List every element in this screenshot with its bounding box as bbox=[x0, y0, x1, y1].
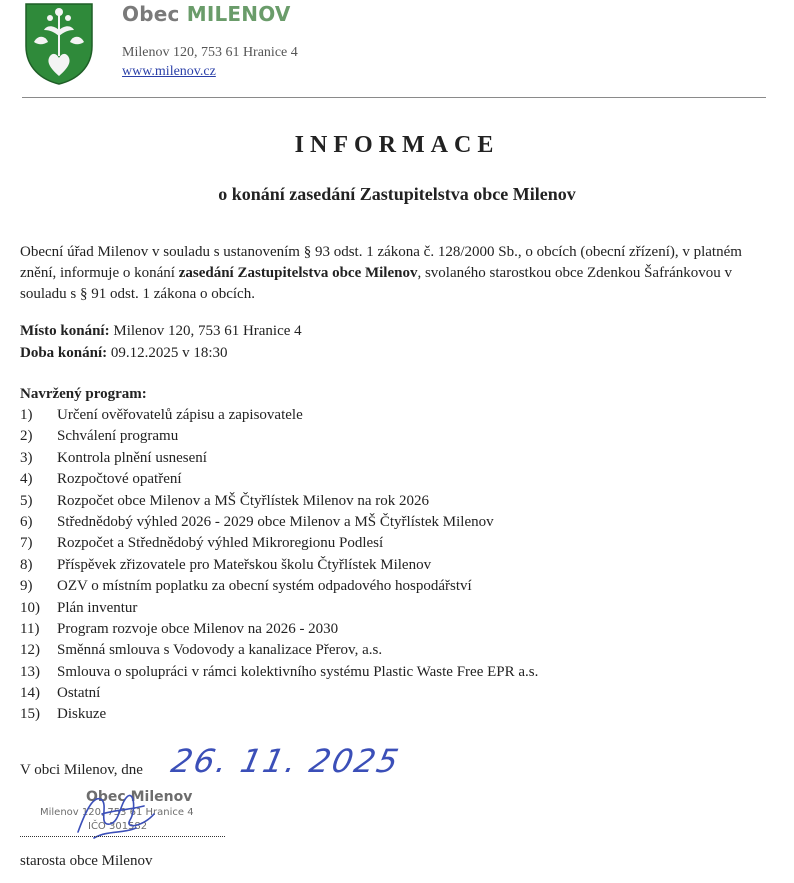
document-title: INFORMACE bbox=[294, 132, 500, 158]
program-heading: Navržený program: bbox=[20, 386, 147, 402]
program-item-number: 3) bbox=[20, 449, 33, 466]
program-item-text: Rozpočet obce Milenov a MŠ Čtyřlístek Milenov na rok 2026 bbox=[57, 492, 430, 509]
intro-text-after: , svolaného starostkou obce Zdenkou Šafránkovou v souladu s § 91 odst. 1 zákona o obcích. bbox=[20, 265, 732, 302]
program-item-number: 5) bbox=[20, 492, 33, 509]
program-item-number: 4) bbox=[20, 471, 33, 488]
meeting-place-label: Místo konání: bbox=[20, 323, 110, 339]
program-item bbox=[20, 640, 538, 661]
program-item bbox=[20, 533, 538, 554]
program-item bbox=[20, 405, 538, 426]
program-item-text: Rozpočtové opatření bbox=[57, 471, 182, 488]
coat-of-arms-logo bbox=[22, 0, 96, 86]
municipality-name bbox=[122, 2, 291, 26]
program-item bbox=[20, 555, 538, 576]
program-item-number: 9) bbox=[20, 578, 33, 595]
program-item bbox=[20, 491, 538, 512]
signatory-role: starosta obce Milenov bbox=[20, 853, 153, 869]
program-item-text: Příspěvek zřizovatele pro Mateřskou školu Čtyřlístek Milenov bbox=[57, 556, 432, 573]
meeting-time-label: Doba konání: bbox=[20, 345, 108, 361]
stamp-ico: IČO 301582 bbox=[88, 821, 148, 832]
program-item bbox=[20, 576, 538, 597]
program-item-number: 11) bbox=[20, 620, 40, 637]
program-item-text: Schválení programu bbox=[57, 428, 179, 445]
meeting-place-value: Milenov 120, 753 61 Hranice 4 bbox=[109, 323, 302, 339]
program-item-text: Střednědobý výhled 2026 - 2029 obce Milenov a MŠ Čtyřlístek Milenov bbox=[57, 513, 494, 530]
program-item-number: 14) bbox=[20, 685, 40, 702]
meeting-place bbox=[20, 323, 302, 340]
municipality-brand: MILENOV bbox=[186, 2, 291, 26]
place-and-date: V obci Milenov, dne bbox=[20, 762, 143, 778]
website-link[interactable]: www.milenov.cz bbox=[122, 64, 216, 79]
signature-scribble bbox=[58, 780, 188, 850]
program-item-number: 6) bbox=[20, 513, 33, 530]
meeting-time bbox=[20, 345, 228, 362]
program-item bbox=[20, 512, 538, 533]
program-item-text: Ostatní bbox=[57, 685, 101, 702]
program-item bbox=[20, 662, 538, 683]
program-item-number: 15) bbox=[20, 706, 40, 723]
program-item bbox=[20, 683, 538, 704]
program-item-number: 2) bbox=[20, 428, 33, 445]
meeting-time-value: 09.12.2025 v 18:30 bbox=[107, 345, 228, 361]
program-item-number: 13) bbox=[20, 663, 40, 680]
program-list bbox=[20, 405, 538, 726]
program-item-text: Diskuze bbox=[57, 706, 107, 723]
program-item-text: Plán inventur bbox=[57, 599, 138, 616]
intro-text-before: Obecní úřad Milenov v souladu s ustanovením § 93 odst. 1 zákona č. 128/2000 Sb., o obcích (obecní zřízení), v platném znění, informuje o konání bbox=[20, 244, 742, 281]
handwritten-date: 26. 11. 2025 bbox=[167, 742, 404, 780]
program-item bbox=[20, 619, 538, 640]
intro-text-bold: zasedání Zastupitelstva obce Milenov bbox=[178, 265, 418, 281]
municipality-prefix: Obec bbox=[122, 2, 180, 26]
stamp-address: Milenov 120, 753 61 Hranice 4 bbox=[40, 807, 194, 818]
program-item-text: Určení ověřovatelů zápisu a zapisovatele bbox=[57, 407, 303, 423]
program-item-text: Program rozvoje obce Milenov na 2026 - 2030 bbox=[57, 620, 339, 637]
program-item bbox=[20, 426, 538, 447]
program-item-text: Rozpočet a Střednědobý výhled Mikroregionu Podlesí bbox=[57, 535, 384, 552]
program-item-number: 10) bbox=[20, 599, 40, 616]
program-item-number: 12) bbox=[20, 642, 40, 659]
program-item-number: 1) bbox=[20, 407, 33, 423]
stamp-name: Obec Milenov bbox=[86, 789, 193, 805]
program-item-text: Kontrola plnění usnesení bbox=[57, 449, 207, 466]
program-item bbox=[20, 469, 538, 490]
program-item-text: OZV o místním poplatku za obecní systém odpadového hospodářství bbox=[57, 578, 472, 595]
intro-paragraph bbox=[20, 242, 780, 305]
header-address: Milenov 120, 753 61 Hranice 4 bbox=[122, 45, 298, 60]
document-subtitle: o konání zasedání Zastupitelstva obce Milenov bbox=[218, 184, 576, 204]
header-divider bbox=[22, 97, 766, 98]
program-item-text: Smlouva o spolupráci v rámci kolektivního systému Plastic Waste Free EPR a.s. bbox=[57, 663, 539, 680]
program-item-text: Směnná smlouva s Vodovody a kanalizace Přerov, a.s. bbox=[57, 642, 383, 659]
program-item bbox=[20, 704, 538, 725]
program-item-number: 7) bbox=[20, 535, 33, 552]
signature-line bbox=[20, 836, 225, 837]
program-item bbox=[20, 448, 538, 469]
program-item bbox=[20, 598, 538, 619]
program-item-number: 8) bbox=[20, 556, 33, 573]
